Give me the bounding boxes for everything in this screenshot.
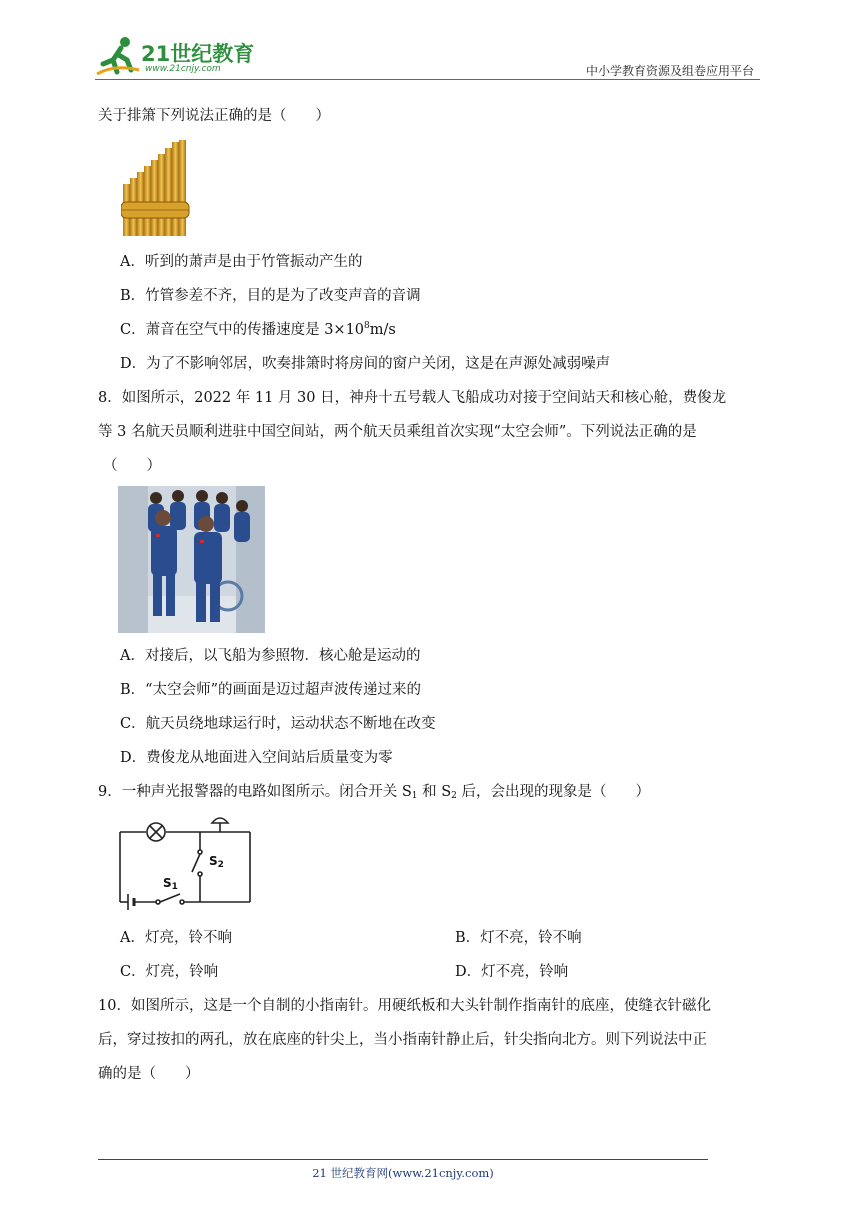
platform-name: 中小学教育资源及组卷应用平台	[585, 64, 754, 78]
q7-option-d: D．为了不影响邻居，吹奏排箫时将房间的窗户关闭，这是在声源处减弱噪声	[120, 356, 611, 372]
q7-option-c-exponent: 8	[364, 321, 370, 331]
q8-option-b: B．“太空会师”的画面是迈过超声波传递过来的	[120, 682, 421, 698]
circuit-diagram	[116, 814, 256, 914]
q9-stem-sub2: 2	[451, 791, 457, 801]
runner-logo-icon	[95, 34, 141, 78]
footer-site-link[interactable]: 21 世纪教育网(www.21cnjy.com)	[312, 1166, 494, 1180]
q7-option-c	[120, 320, 396, 340]
circuit-label-s1	[163, 876, 178, 890]
q10-stem-line2: 后，穿过按扣的两孔，放在底座的针尖上，当小指南针静止后，针尖指向北方。则下列说法中正	[98, 1032, 707, 1048]
site-logo	[95, 34, 265, 78]
circuit-label-s2	[209, 854, 224, 868]
q8-stem-line2: 等 3 名航天员顺利进驻中国空间站，两个航天员乘组首次实现“太空会师”。下列说法正确的是	[98, 424, 697, 440]
astronauts-photo	[118, 486, 265, 633]
q9-option-c: C．灯亮，铃响	[120, 964, 219, 980]
q7-option-c-text: C．萧音在空气中的传播速度是 3×10	[120, 322, 365, 338]
q7-stem: 关于排箫下列说法正确的是（ ）	[98, 108, 330, 124]
q8-option-a: A．对接后，以飞船为参照物．核心舱是运动的	[120, 648, 421, 664]
q10-stem-line1: 10．如图所示，这是一个自制的小指南针。用硬纸板和大头针制作指南针的底座，使缝衣针磁化	[98, 998, 711, 1014]
q9-option-a: A．灯亮，铃不响	[120, 930, 232, 946]
q8-stem-line3: （ ）	[103, 458, 161, 474]
q8-option-c: C．航天员绕地球运行时，运动状态不断地在改变	[120, 716, 436, 732]
pan-flute-image	[121, 140, 193, 240]
circuit-label-s2-sub: 2	[217, 860, 224, 870]
header-divider	[95, 79, 760, 80]
q9-stem-post: 后，会出现的现象是（ ）	[456, 784, 651, 800]
q9-stem-sub1: 1	[411, 791, 418, 801]
logo-url: www.21cnjy.com	[145, 64, 221, 74]
q9-option-b: B．灯不亮，铃不响	[455, 930, 582, 946]
circuit-label-s2-letter: S	[209, 854, 218, 868]
q8-option-d: D．费俊龙从地面进入空间站后质量变为零	[120, 750, 393, 766]
q9-option-d: D．灯不亮，铃响	[455, 964, 569, 980]
q8-stem-line1: 8．如图所示，2022 年 11 月 30 日，神舟十五号载人飞船成功对接于空间站天和核心舱，费俊龙	[98, 390, 727, 406]
q10-stem-line3: 确的是（ ）	[98, 1066, 200, 1082]
circuit-label-s1-sub: 1	[171, 882, 178, 892]
footer-divider	[98, 1159, 708, 1160]
q9-stem-mid: 和 S	[417, 784, 452, 800]
q7-option-b: B．竹管参差不齐，目的是为了改变声音的音调	[120, 288, 421, 304]
q7-option-c-unit: m/s	[369, 322, 396, 338]
q9-stem	[98, 782, 650, 802]
circuit-label-s1-letter: S	[163, 876, 172, 890]
logo-text: 21世纪教育	[141, 42, 255, 66]
q7-option-a: A．听到的萧声是由于竹管振动产生的	[120, 254, 363, 270]
q9-stem-pre: 9．一种声光报警器的电路如图所示。闭合开关 S	[98, 784, 412, 800]
